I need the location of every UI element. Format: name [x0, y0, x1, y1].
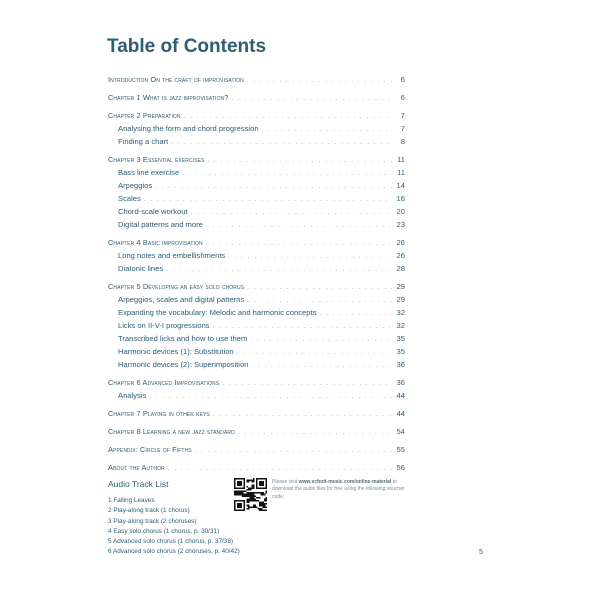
- toc-entry-page: 11: [397, 168, 405, 177]
- toc-chapter-entry: [108, 236, 405, 249]
- dot-leader: [222, 378, 392, 391]
- toc-entry-page: 32: [396, 308, 405, 317]
- toc-entry-page: 32: [396, 321, 405, 330]
- dot-leader: [195, 445, 392, 458]
- dot-leader: [171, 137, 392, 150]
- toc-entry-title: Introduction On the craft of improvisation: [108, 75, 244, 84]
- audio-track-list-title: Audio Track List: [108, 479, 169, 489]
- toc-chapter-entry: [108, 425, 405, 438]
- toc-section-entry: [108, 218, 405, 231]
- toc-section-entry: [108, 262, 405, 275]
- toc-entry-title: Analysis: [118, 391, 147, 400]
- toc-chapter-entry: [108, 376, 405, 389]
- dot-leader: [262, 124, 392, 137]
- toc-entry-page: 44: [396, 409, 405, 418]
- toc-entry-title: Harmonic devices (2): Superimposition: [118, 360, 249, 369]
- download-url[interactable]: www.schott-music.com/online-material: [298, 479, 392, 485]
- toc-entry-page: 29: [396, 282, 405, 291]
- toc-section-entry: [108, 249, 405, 262]
- toc-section-entry: [108, 179, 405, 192]
- toc-entry-page: 6: [400, 93, 405, 102]
- dot-leader: [237, 347, 392, 360]
- download-note: [272, 479, 412, 501]
- page-number: 5: [479, 549, 483, 556]
- dot-leader: [250, 334, 392, 347]
- toc-entry-page: 6: [400, 75, 405, 84]
- dot-leader: [231, 93, 392, 106]
- toc-group: [108, 461, 405, 474]
- toc-entry-page: 35: [396, 347, 405, 356]
- audio-track-item: 2 Play-along track (1 chorus): [108, 507, 190, 515]
- toc-entry-title: About the Author: [108, 463, 165, 472]
- toc-entry-page: 44: [396, 391, 405, 400]
- audio-track-item: 1 Falling Leaves: [108, 497, 155, 504]
- toc-entry-title: Transcribed licks and how to use them: [118, 334, 248, 343]
- toc-entry-page: 55: [396, 445, 405, 454]
- dot-leader: [166, 264, 392, 277]
- toc-entry-page: 14: [396, 181, 405, 190]
- toc-entry-page: 56: [396, 463, 405, 472]
- toc-entry-title: Finding a chart: [118, 137, 169, 146]
- toc-entry-page: 28: [396, 264, 405, 273]
- table-of-contents: [108, 73, 405, 474]
- page-title: Table of Contents: [107, 36, 267, 57]
- toc-group: [108, 407, 405, 420]
- toc-chapter-entry: [108, 461, 405, 474]
- toc-section-entry: [108, 319, 405, 332]
- toc-entry-title: Chapter 4 Basic improvisation: [108, 238, 203, 247]
- toc-entry-title: Analysing the form and chord progression: [118, 124, 259, 133]
- dot-leader: [319, 308, 392, 321]
- download-prefix: Please visit: [272, 479, 298, 485]
- toc-entry-title: Chapter 6 Advanced Improvisations: [108, 378, 220, 387]
- toc-section-entry: [108, 192, 405, 205]
- toc-entry-title: Diatonic lines: [118, 264, 164, 273]
- toc-entry-title: Chapter 2 Preparation: [108, 111, 181, 120]
- dot-leader: [191, 207, 392, 220]
- toc-entry-page: 26: [396, 238, 405, 247]
- toc-entry-title: Licks on II-V-I progressions: [118, 321, 210, 330]
- dot-leader: [247, 75, 392, 88]
- toc-chapter-entry: [108, 91, 405, 104]
- toc-entry-page: 7: [400, 124, 405, 133]
- toc-entry-title: Arpeggios, scales and digital patterns: [118, 295, 245, 304]
- dot-leader: [206, 238, 392, 251]
- toc-entry-title: Harmonic devices (1): Substitution: [118, 347, 234, 356]
- toc-section-entry: [108, 293, 405, 306]
- dot-leader: [182, 168, 392, 181]
- dot-leader: [228, 251, 392, 264]
- toc-entry-title: Chapter 1 What is jazz improvisation?: [108, 93, 229, 102]
- dot-leader: [206, 220, 392, 233]
- toc-entry-title: Scales: [118, 194, 141, 203]
- toc-section-entry: [108, 306, 405, 319]
- toc-group: [108, 153, 405, 231]
- toc-entry-page: 7: [400, 111, 405, 120]
- audio-tracks: [108, 496, 238, 558]
- toc-group: [108, 91, 405, 104]
- toc-section-entry: [108, 345, 405, 358]
- toc-group: [108, 280, 405, 371]
- dot-leader: [213, 409, 392, 422]
- audio-track-list: [108, 479, 238, 558]
- toc-entry-page: 35: [396, 334, 405, 343]
- toc-entry-title: Arpeggios: [118, 181, 153, 190]
- toc-entry-title: Chapter 5 Developing an easy solo chorus: [108, 282, 245, 291]
- toc-entry-title: Long notes and embellishments: [118, 251, 226, 260]
- toc-entry-title: Chord-scale workout: [118, 207, 188, 216]
- dot-leader: [251, 360, 392, 373]
- audio-track-item: 3 Play-along track (2 choruses): [108, 517, 197, 525]
- audio-track-item: 4 Easy solo chorus (1 chorus, p. 30/31): [108, 527, 220, 535]
- toc-group: [108, 425, 405, 438]
- toc-entry-page: 20: [396, 207, 405, 216]
- toc-section-entry: [108, 166, 405, 179]
- toc-group: [108, 376, 405, 402]
- toc-entry-title: Chapter 8 Learning a new jazz standard: [108, 427, 235, 436]
- dot-leader: [168, 463, 392, 476]
- toc-entry-page: 36: [396, 378, 405, 387]
- toc-chapter-entry: [108, 153, 405, 166]
- toc-entry-title: Digital patterns and more: [118, 220, 203, 229]
- toc-entry-page: 26: [396, 251, 405, 260]
- toc-section-entry: [108, 135, 405, 148]
- dot-leader: [247, 282, 392, 295]
- toc-section-entry: [108, 205, 405, 218]
- download-suffix: to download the audio files for free using the following voucher code:: [272, 479, 405, 500]
- toc-group: [108, 73, 405, 86]
- toc-chapter-entry: [108, 443, 405, 456]
- toc-chapter-entry: [108, 73, 405, 86]
- toc-section-entry: [108, 332, 405, 345]
- toc-chapter-entry: [108, 280, 405, 293]
- toc-section-entry: [108, 389, 405, 402]
- toc-entry-title: Chapter 3 Essential exercises: [108, 155, 205, 164]
- qr-code-icon: [234, 478, 267, 511]
- toc-group: [108, 443, 405, 456]
- toc-entry-page: 36: [396, 360, 405, 369]
- toc-entry-page: 16: [396, 194, 405, 203]
- toc-entry-title: Expanding the vocabulary: Melodic and harmonic concepts: [118, 308, 317, 317]
- toc-chapter-entry: [108, 407, 405, 420]
- toc-entry-title: Chapter 7 Playing in other keys: [108, 409, 210, 418]
- audio-track-item: 5 Advanced solo chorus (1 chorus, p. 37/38): [108, 538, 234, 546]
- toc-entry-page: 11: [397, 155, 405, 164]
- toc-entry-page: 23: [396, 220, 405, 229]
- toc-entry-page: 8: [400, 137, 405, 146]
- dot-leader: [208, 155, 392, 168]
- toc-group: [108, 109, 405, 148]
- toc-section-entry: [108, 122, 405, 135]
- toc-entry-page: 29: [396, 295, 405, 304]
- toc-entry-title: Bass line exercise: [118, 168, 180, 177]
- toc-chapter-entry: [108, 109, 405, 122]
- dot-leader: [149, 391, 392, 404]
- dot-leader: [238, 427, 392, 440]
- toc-group: [108, 236, 405, 275]
- toc-entry-title: Appendix: Circle of Fifths: [108, 445, 192, 454]
- dot-leader: [155, 181, 392, 194]
- audio-track-item: 6 Advanced solo chorus (2 choruses, p. 40/42): [108, 548, 240, 556]
- toc-section-entry: [108, 358, 405, 371]
- toc-entry-page: 54: [396, 427, 405, 436]
